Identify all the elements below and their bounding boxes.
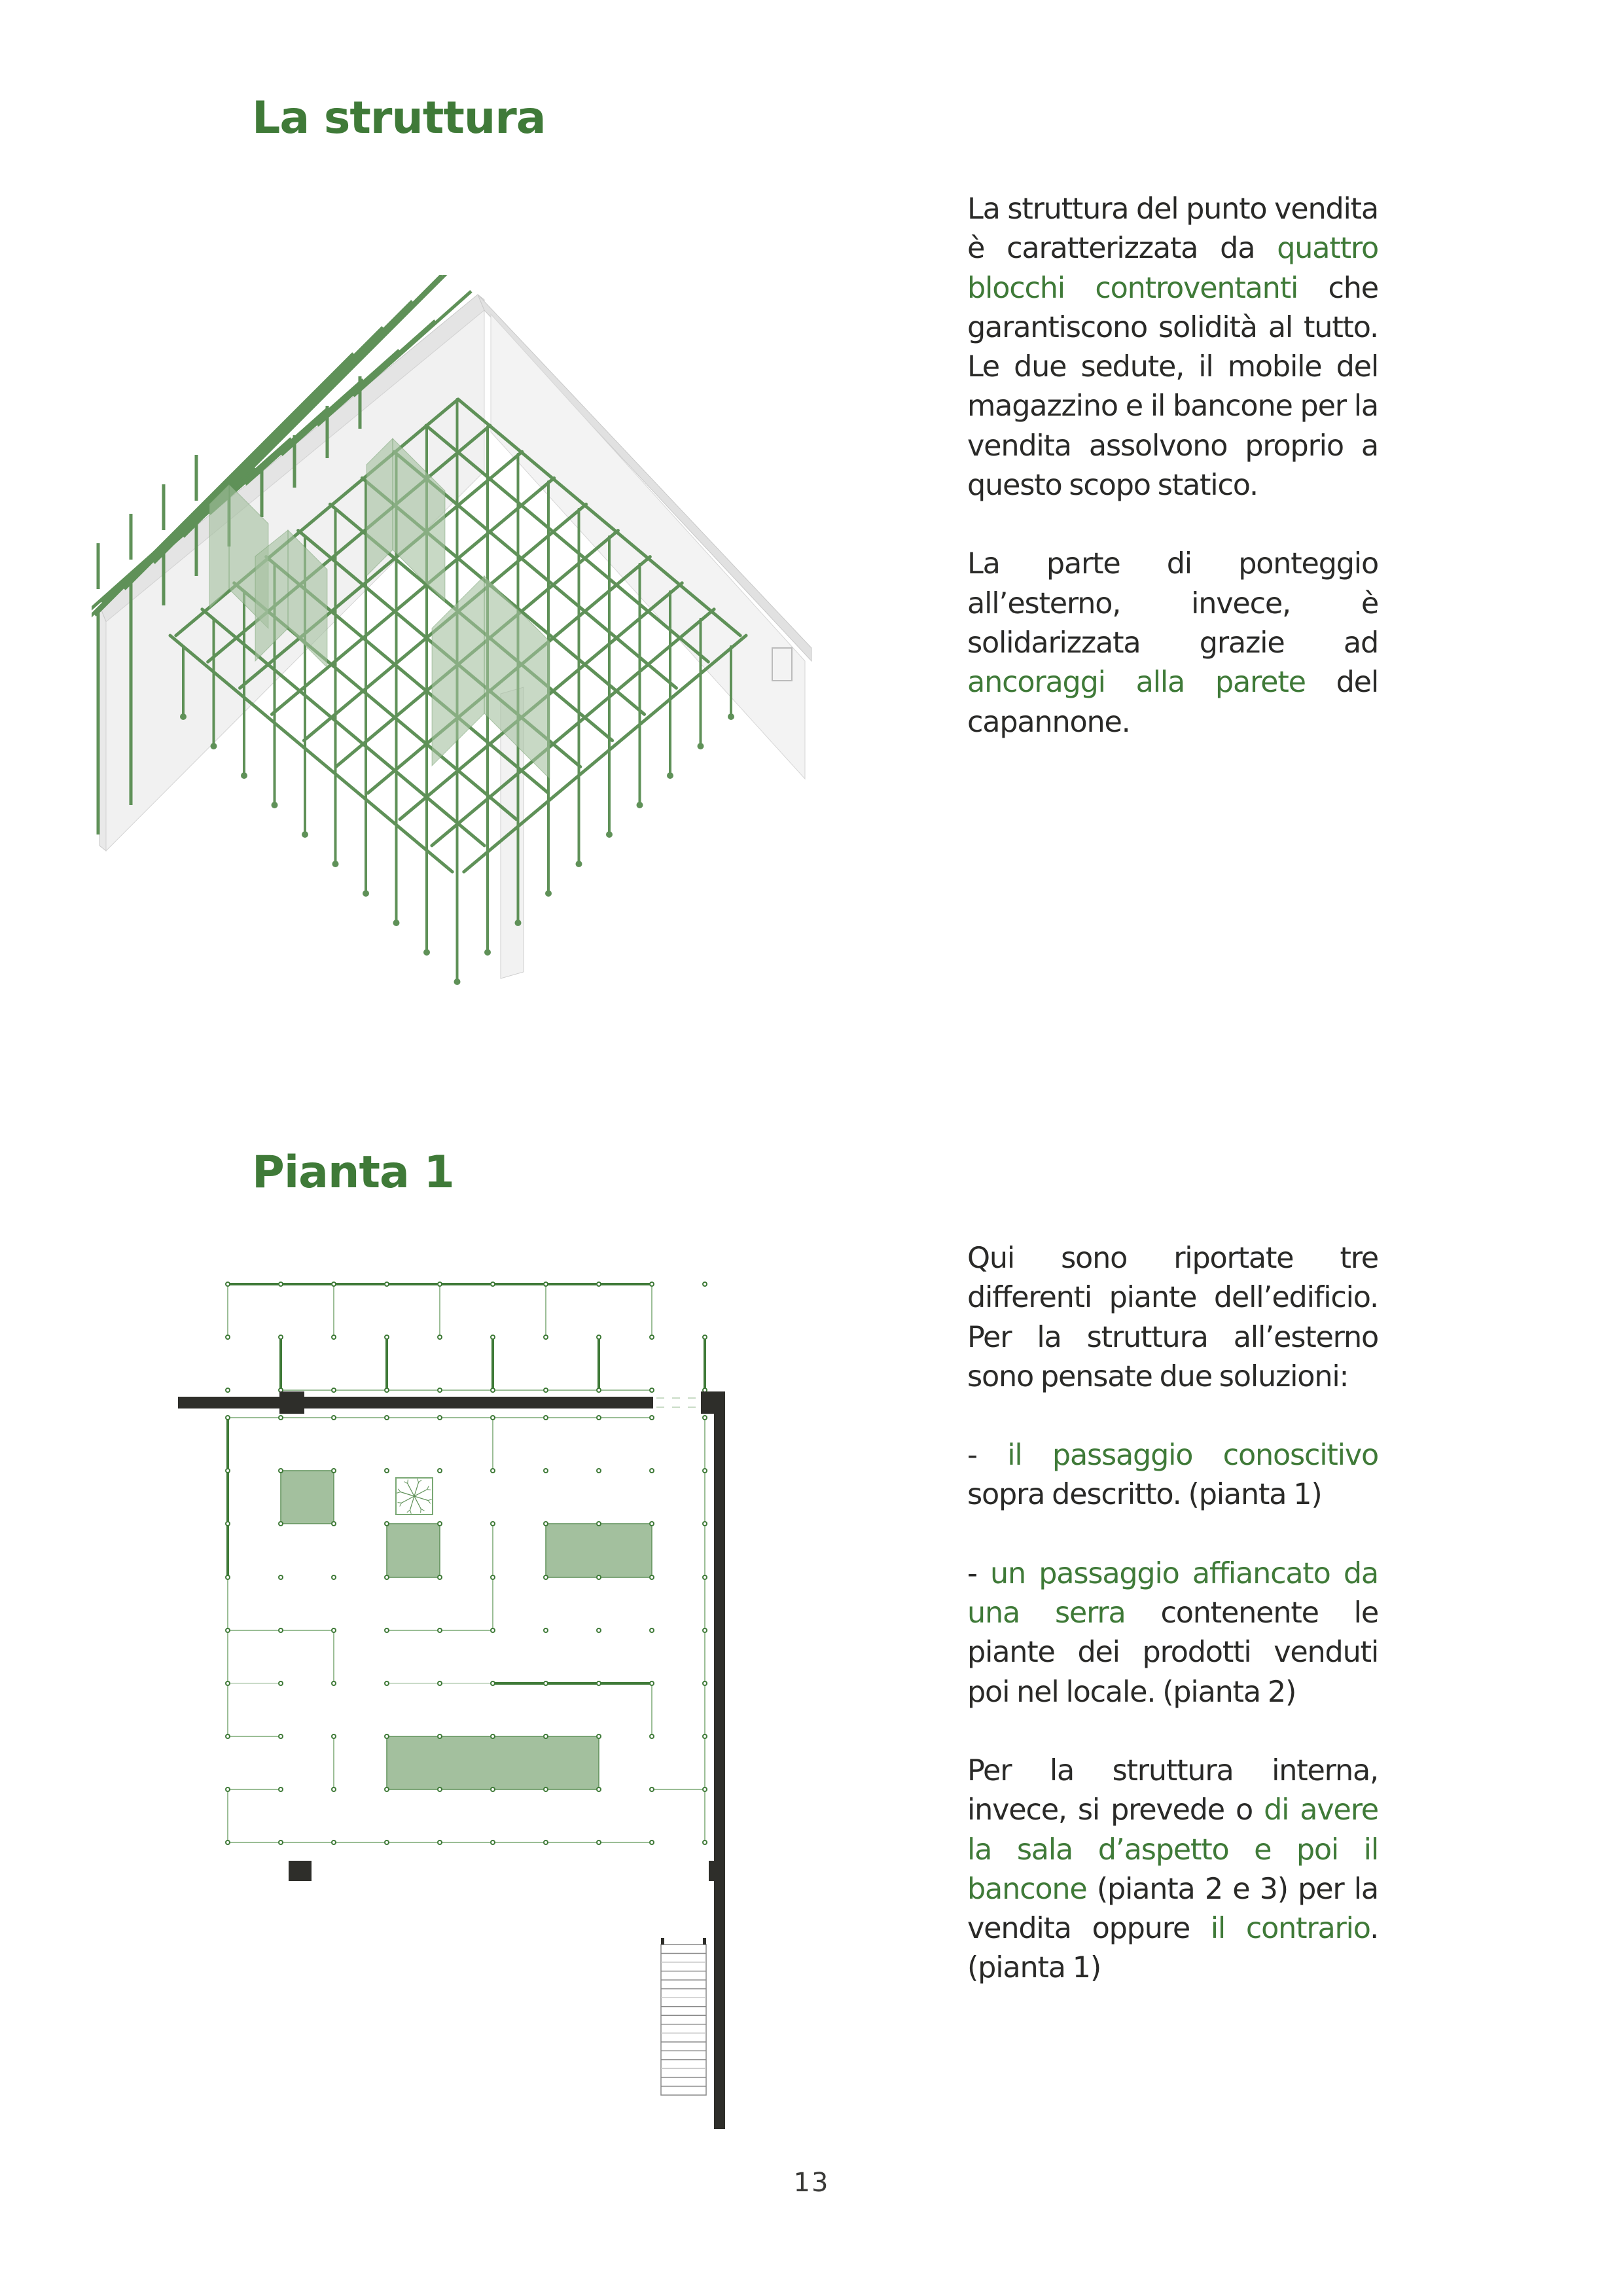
scaffold-joint [438,1575,442,1579]
post-base [728,713,734,720]
scaffold-joint [438,1416,442,1420]
stair-outline [661,1945,706,2095]
paragraph [967,1239,1378,1397]
post-base [667,772,673,779]
floor-plan-drawing [164,1263,740,2140]
scaffold-joint [650,1840,654,1844]
scaffold-joint [279,1575,283,1579]
scaffold-joint [597,1734,601,1738]
scaffold-joint [438,1734,442,1738]
scaffold-joint [650,1282,654,1286]
scaffold-joint [332,1522,336,1526]
scaffold-joint [597,1416,601,1420]
highlighted-text: quattro blocchi controventanti [967,232,1378,305]
counter-block [387,1736,599,1789]
section-title-pianta-1: Pianta 1 [252,1147,454,1198]
highlighted-text: un passaggio affiancato da una serra [967,1556,1378,1630]
body-text: contenente le piante dei prodotti venduti poi nel locale. (pianta 2) [967,1596,1378,1709]
scaffold-joint [491,1388,495,1392]
scaffold-joint [226,1787,230,1791]
scaffold-joint [385,1628,389,1632]
post-base [272,802,278,808]
scaffold-joint [279,1335,283,1339]
scaffold-joint [385,1388,389,1392]
scaffold-joint [597,1681,601,1685]
paragraph-gap [967,505,1378,545]
paragraph [967,1751,1378,1988]
scaffold-joint [438,1628,442,1632]
scaffold-joint [226,1282,230,1286]
scaffold-joint [438,1469,442,1473]
scaffold-joint [385,1522,389,1526]
bracing-block-seat-1-side [209,484,229,609]
post-base [363,890,369,897]
scaffold-joint [332,1734,336,1738]
pillar-isolated [289,1861,312,1881]
scaffold-joint [226,1335,230,1339]
body-text: - [967,1556,991,1590]
scaffold-joint [332,1335,336,1339]
plan-description [967,1239,1378,1988]
scaffold-joint [597,1840,601,1844]
tree-icon [396,1478,433,1515]
scaffold-joint [385,1681,389,1685]
post-base [454,978,461,985]
scaffold-joint [438,1388,442,1392]
scaffold-joint [332,1388,336,1392]
scaffold-joint [332,1416,336,1420]
scaffold-joint [385,1734,389,1738]
scaffold-joint [703,1787,707,1791]
scaffold-joint [544,1840,548,1844]
scaffold-joint [332,1840,336,1844]
scaffold-joint [703,1522,707,1526]
scaffold-joint [650,1469,654,1473]
highlighted-text: il contrario [1210,1912,1370,1946]
scaffold-joint [491,1840,495,1844]
scaffold-joint [703,1416,707,1420]
highlighted-text: ancoraggi alla parete [967,666,1306,700]
paragraph [967,545,1378,742]
scaffold-joint [332,1628,336,1632]
wall-right [714,1391,725,2129]
highlighted-text: di avere la sala d’aspetto e poi il bancone [967,1793,1378,1906]
scaffold-joint [332,1681,336,1685]
scaffold-joint [491,1628,495,1632]
scaffold-joint [279,1282,283,1286]
paragraph [967,190,1378,505]
scaffold-joint [544,1628,548,1632]
scaffold-joint [226,1469,230,1473]
paragraph-gap [967,1712,1378,1751]
scaffold-joint [226,1734,230,1738]
scaffold-joint [438,1522,442,1526]
wall-end-left [99,605,106,851]
scaffold-joint [597,1787,601,1791]
post-base [393,920,400,926]
scaffold-joint [703,1575,707,1579]
post-base [241,772,247,779]
scaffold-joint [491,1681,495,1685]
post-base [423,949,430,956]
scaffold-joint [279,1734,283,1738]
section-title-la-struttura: La struttura [252,92,546,144]
body-text: La parte di ponteggio all’esterno, invece, è solidarizzata grazie ad [967,547,1378,660]
post-base [637,802,643,808]
wall-nub [709,1861,715,1881]
scaffold-joint [597,1575,601,1579]
scaffold-joint [544,1522,548,1526]
scaffold-joint [226,1416,230,1420]
scaffold-joint [438,1282,442,1286]
scaffold-joint [544,1734,548,1738]
post-base [545,890,552,897]
scaffold-joint [491,1575,495,1579]
structure-description [967,190,1378,742]
scaffold-joint [650,1416,654,1420]
scaffold-joint [332,1575,336,1579]
scaffold-joint [438,1840,442,1844]
scaffold-joint [650,1575,654,1579]
post-base [180,713,187,720]
scaffold-joint [703,1681,707,1685]
scaffold-joint [703,1840,707,1844]
scaffold-joint [279,1787,283,1791]
wall-top [178,1397,653,1408]
scaffold-joint [491,1522,495,1526]
scaffold-joint [226,1522,230,1526]
paragraph-gap [967,1515,1378,1554]
scaffold-joint [597,1469,601,1473]
pillar [279,1391,304,1414]
scaffold-joint [650,1628,654,1632]
scaffold-joint [544,1335,548,1339]
seat-block-1 [281,1471,334,1524]
scaffold-joint [703,1282,707,1286]
axonometric-scaffold-drawing [92,275,825,1021]
post-base [606,831,613,838]
scaffold-joint [491,1734,495,1738]
scaffold-joint [226,1840,230,1844]
scaffold-joint [332,1469,336,1473]
scaffold-joint [279,1840,283,1844]
body-text: Qui sono riportate tre differenti piante dell’edificio. Per la struttura all’esterno sono pensate due soluzioni: [967,1242,1378,1393]
scaffold-joint [385,1840,389,1844]
scaffold-joint [597,1628,601,1632]
scaffold-joint [491,1282,495,1286]
stair-post [661,1938,664,1945]
scaffold-joint [332,1282,336,1286]
scaffold-joint [226,1681,230,1685]
scaffold-joint [438,1681,442,1685]
scaffold-joint [226,1575,230,1579]
scaffold-joint [703,1628,707,1632]
body-text: (pianta 2 e 3) per la vendita oppure [967,1872,1378,1946]
bracing-block-counter-side [432,576,484,766]
scaffold-joint [597,1282,601,1286]
scaffold-joint [332,1787,336,1791]
page-number: 13 [793,2168,830,2198]
scaffold-joint [544,1416,548,1420]
scaffold-joint [650,1734,654,1738]
scaffold-joint [491,1469,495,1473]
scaffold-joint [438,1335,442,1339]
scaffold-joint [703,1469,707,1473]
scaffold-joint [544,1787,548,1791]
post-base [211,743,217,749]
scaffold-joint [385,1282,389,1286]
paragraph-gap [967,1397,1378,1436]
scaffold-joint [703,1734,707,1738]
scaffold-joint [491,1335,495,1339]
post-base [302,831,308,838]
post-base [698,743,704,749]
body-text: . (pianta 1) [967,1912,1379,1985]
body-text: La struttura del punto vendita è caratterizzata da [967,192,1378,266]
scaffold-joint [385,1469,389,1473]
scaffold-joint [491,1416,495,1420]
scaffold-joint [385,1416,389,1420]
scaffold-joint [544,1681,548,1685]
scaffold-joint [279,1681,283,1685]
scaffold-joint [438,1787,442,1791]
scaffold-joint [544,1575,548,1579]
scaffold-joint [650,1787,654,1791]
scaffold-joint [385,1575,389,1579]
staircase [661,1938,706,2095]
stair-post [703,1938,706,1945]
highlighted-text: il passaggio conoscitivo [1007,1439,1378,1473]
scaffold-joint [385,1787,389,1791]
body-text: del capannone. [967,666,1378,739]
scaffold-joint [650,1388,654,1392]
scaffold-joint [650,1522,654,1526]
seat-block-2 [387,1524,440,1577]
scaffold-joint [279,1522,283,1526]
post-base [332,861,339,867]
scaffold-joint [226,1388,230,1392]
scaffold-joint [650,1681,654,1685]
scaffold-joint [491,1787,495,1791]
body-text: - [967,1439,1008,1473]
scaffold-joint [544,1282,548,1286]
scaffold-joint [279,1416,283,1420]
scaffold-joint [597,1388,601,1392]
paragraph [967,1554,1378,1712]
body-text: che garantiscono solidità al tutto. Le due sedute, il mobile del magazzino e il bancone per la vendita assolvono proprio a questo scopo statico. [967,271,1378,503]
body-text: sopra descritto. (pianta 1) [967,1478,1322,1512]
post-base [484,949,491,956]
paragraph [967,1436,1378,1515]
post-base [576,861,582,867]
scaffold-joint [597,1335,601,1339]
scaffold-joint [544,1388,548,1392]
scaffold-joint [650,1335,654,1339]
scaffold-joint [703,1335,707,1339]
storage-block [546,1524,652,1577]
scaffold-joint [226,1628,230,1632]
scaffold-joint [279,1628,283,1632]
scaffold-joint [544,1469,548,1473]
scaffold-joint [385,1335,389,1339]
scaffold-joint [279,1469,283,1473]
post-base [515,920,522,926]
body-text: Per la struttura interna, invece, si prevede o [967,1753,1378,1827]
scaffold-joint [597,1522,601,1526]
